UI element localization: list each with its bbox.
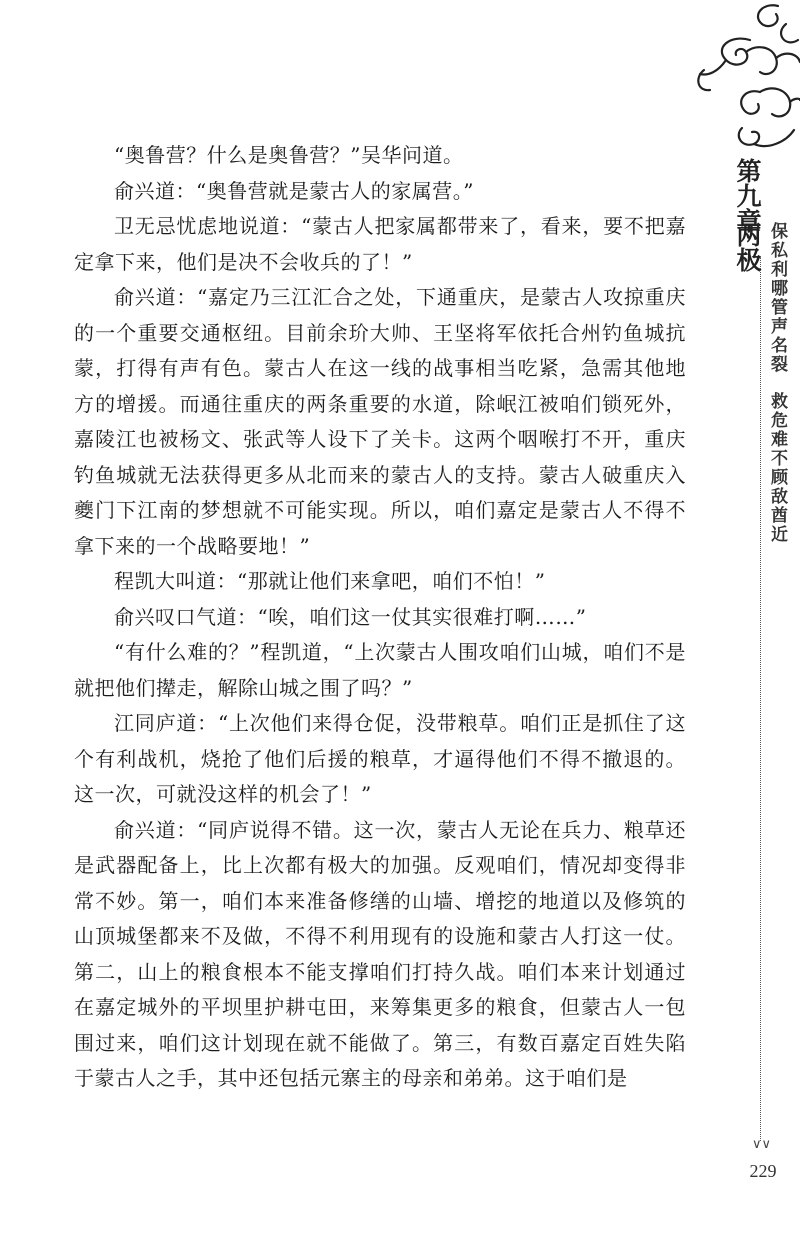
margin-divider bbox=[760, 256, 761, 1141]
paragraph: 俞兴道：“奥鲁营就是蒙古人的家属营。” bbox=[114, 178, 474, 203]
paragraph: 俞兴道：“同庐说得不错。这一次，蒙古人无论在兵力、粮草还是武器配备上，比上次都有极大的加强。反观咱们，情况却变得非常不妙。第一，咱们本来准备修缮的山墙、增挖的地道以及修筑的山顶城堡都来不及做，不得不利用现有的设施和蒙古人打这一仗。第二，山上的粮食根本不能支撑咱们打持久战。咱们本来计划通过在嘉定城外的平坝里护耕屯田，来筹集更多的粮食，但蒙古人一包围过来，咱们这计划现在就不能做了。第三，有数百嘉定百姓失陷于蒙古人之手，其中还包括元寨主的母亲和弟弟。这于咱们是 bbox=[74, 817, 686, 1090]
chapter-title: 两极 bbox=[733, 222, 762, 272]
paragraph: 卫无忌忧虑地说道：“蒙古人把家属都带来了，看来，要不把嘉定拿下来，他们是决不会收兵的了！” bbox=[74, 214, 686, 274]
paragraph: “奥鲁营？什么是奥鲁营？”吴华问道。 bbox=[114, 143, 464, 167]
paragraph: 俞兴叹口气道：“唉，咱们这一仗其实很难打啊……” bbox=[114, 604, 587, 629]
arrow-down-icon: ∨∨ bbox=[752, 1137, 772, 1152]
chapter-subtitle-line-1: 保私利哪管声名裂 bbox=[767, 222, 787, 374]
paragraph: 程凯大叫道：“那就让他们来拿吧，咱们不怕！” bbox=[114, 569, 546, 593]
cloud-ornament-icon bbox=[690, 0, 800, 160]
paragraph: “有什么难的？”程凯道，“上次蒙古人围攻咱们山城，咱们不是就把他们撵走，解除山城之围了吗？” bbox=[74, 640, 686, 700]
chapter-number: 第九章 bbox=[733, 158, 762, 233]
chapter-subtitle-line-2: 救危难不顾敌酋近 bbox=[767, 392, 787, 544]
page-number: 229 bbox=[749, 1161, 777, 1181]
paragraph: 江同庐道：“上次他们来得仓促，没带粮草。咱们正是抓住了这个有利战机，烧抢了他们后援的粮草，才逼得他们不得不撤退的。这一次，可就没这样的机会了！” bbox=[74, 711, 686, 806]
paragraph: 俞兴道：“嘉定乃三江汇合之处，下通重庆，是蒙古人攻掠重庆的一个重要交通枢纽。目前余玠大帅、王坚将军依托合州钓鱼城抗蒙，打得有声有色。蒙古人在这一线的战事相当吃紧，急需其他地方的增援。而通往重庆的两条重要的水道，除岷江被咱们锁死外，嘉陵江也被杨文、张武等人设下了关卡。这两个咽喉打不开，重庆钓鱼城就无法获得更多从北而来的蒙古人的支持。蒙古人破重庆入夔门下江南的梦想就不可能实现。所以，咱们嘉定是蒙古人不得不拿下来的一个战略要地！” bbox=[74, 285, 686, 558]
body-text bbox=[74, 138, 686, 1097]
